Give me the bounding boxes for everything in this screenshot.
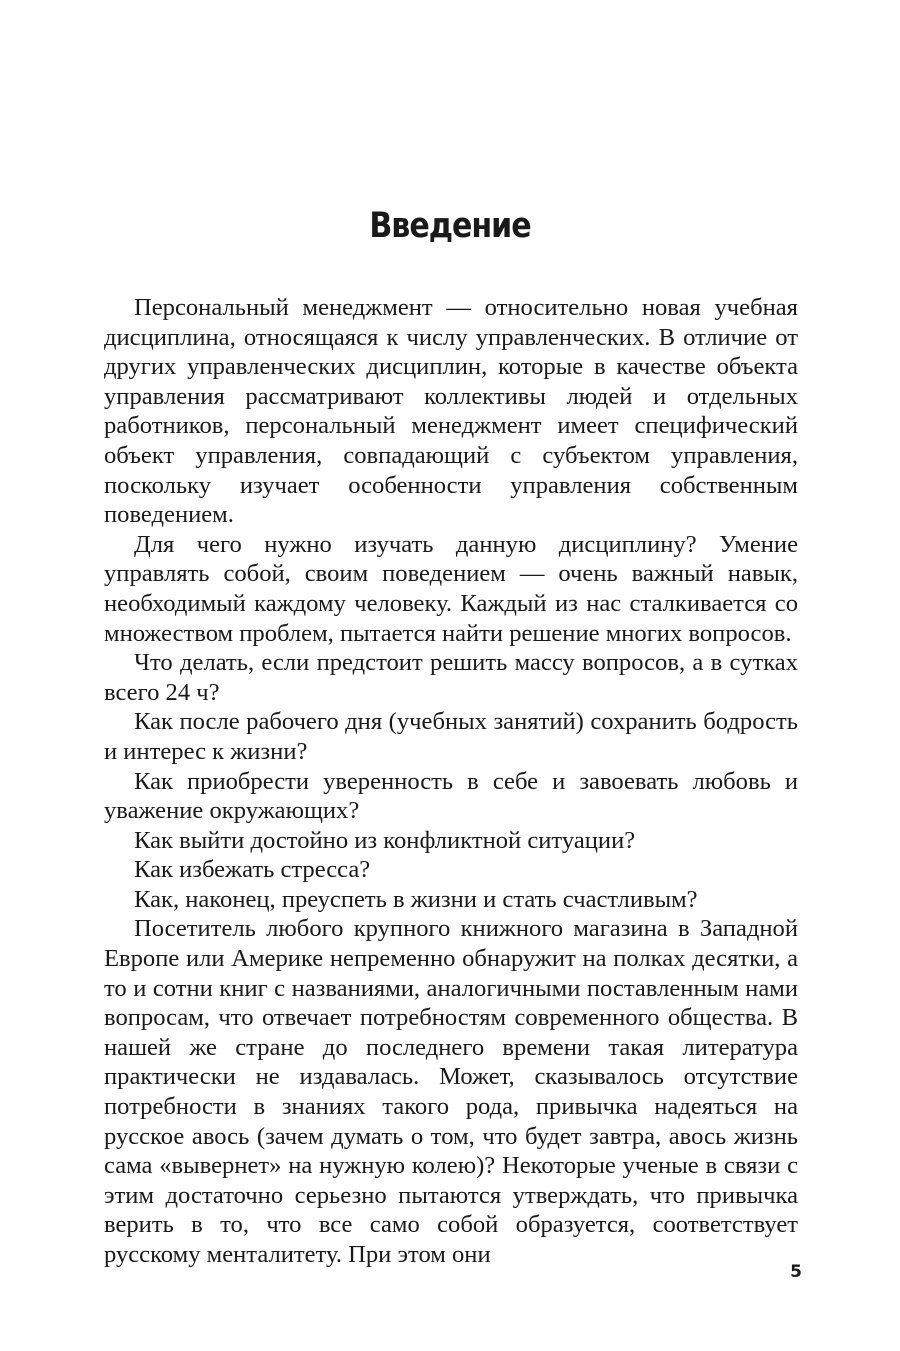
- paragraph: Персональный менеджмент — относительно новая учебная дисциплина, относящаяся к числу управленческих. В отличие от других управленческих дисциплин, которые в качестве объекта управления рассматривают коллективы людей и отдельных работников, персональный менеджмент имеет специфический объект управления, совпадающий с субъектом управления, поскольку изучает особенности управления собственным поведением.: [104, 294, 798, 529]
- paragraph: Для чего нужно изучать данную дисциплину? Умение управлять собой, своим поведением — очень важный навык, необходимый каждому человеку. Каждый из нас сталкивается со множеством проблем, пытается найти решение многих вопросов.: [104, 530, 798, 647]
- paragraph: Как после рабочего дня (учебных занятий) сохранить бодрость и интерес к жизни?: [104, 708, 798, 765]
- paragraph: Как избежать стресса?: [134, 856, 371, 884]
- paragraph: Как выйти достойно из конфликтной ситуации?: [134, 826, 636, 854]
- body-text: [104, 293, 798, 1270]
- chapter-title: Введение: [369, 206, 531, 246]
- page-number: 5: [790, 1262, 802, 1282]
- paragraph: Как приобрести уверенность в себе и завоевать любовь и уважение окружающих?: [104, 767, 798, 825]
- paragraph: Что делать, если предстоит решить массу вопросов, а в сутках всего 24 ч?: [104, 649, 798, 706]
- paragraph: Как, наконец, преуспеть в жизни и стать счастливым?: [134, 885, 698, 913]
- paragraph: Посетитель любого крупного книжного магазина в Западной Европе или Америке непременно обнаружит на полках десятки, а то и сотни книг с названиями, аналогичными поставленным нами вопросам, что отвечает потребностям современного общества. В нашей же стране до последнего времени такая литература практически не издавалась. Может, сказывалось отсутствие потребности в знаниях такого рода, привычка надеяться на русское авось (зачем думать о том, что будет завтра, авось жизнь сама «вывернет» на нужную колею)? Некоторые ученые в связи с этим достаточно серьезно пытаются утверждать, что привычка верить в то, что все само собой образуется, соответствует русскому менталитету. При этом они: [104, 915, 798, 1268]
